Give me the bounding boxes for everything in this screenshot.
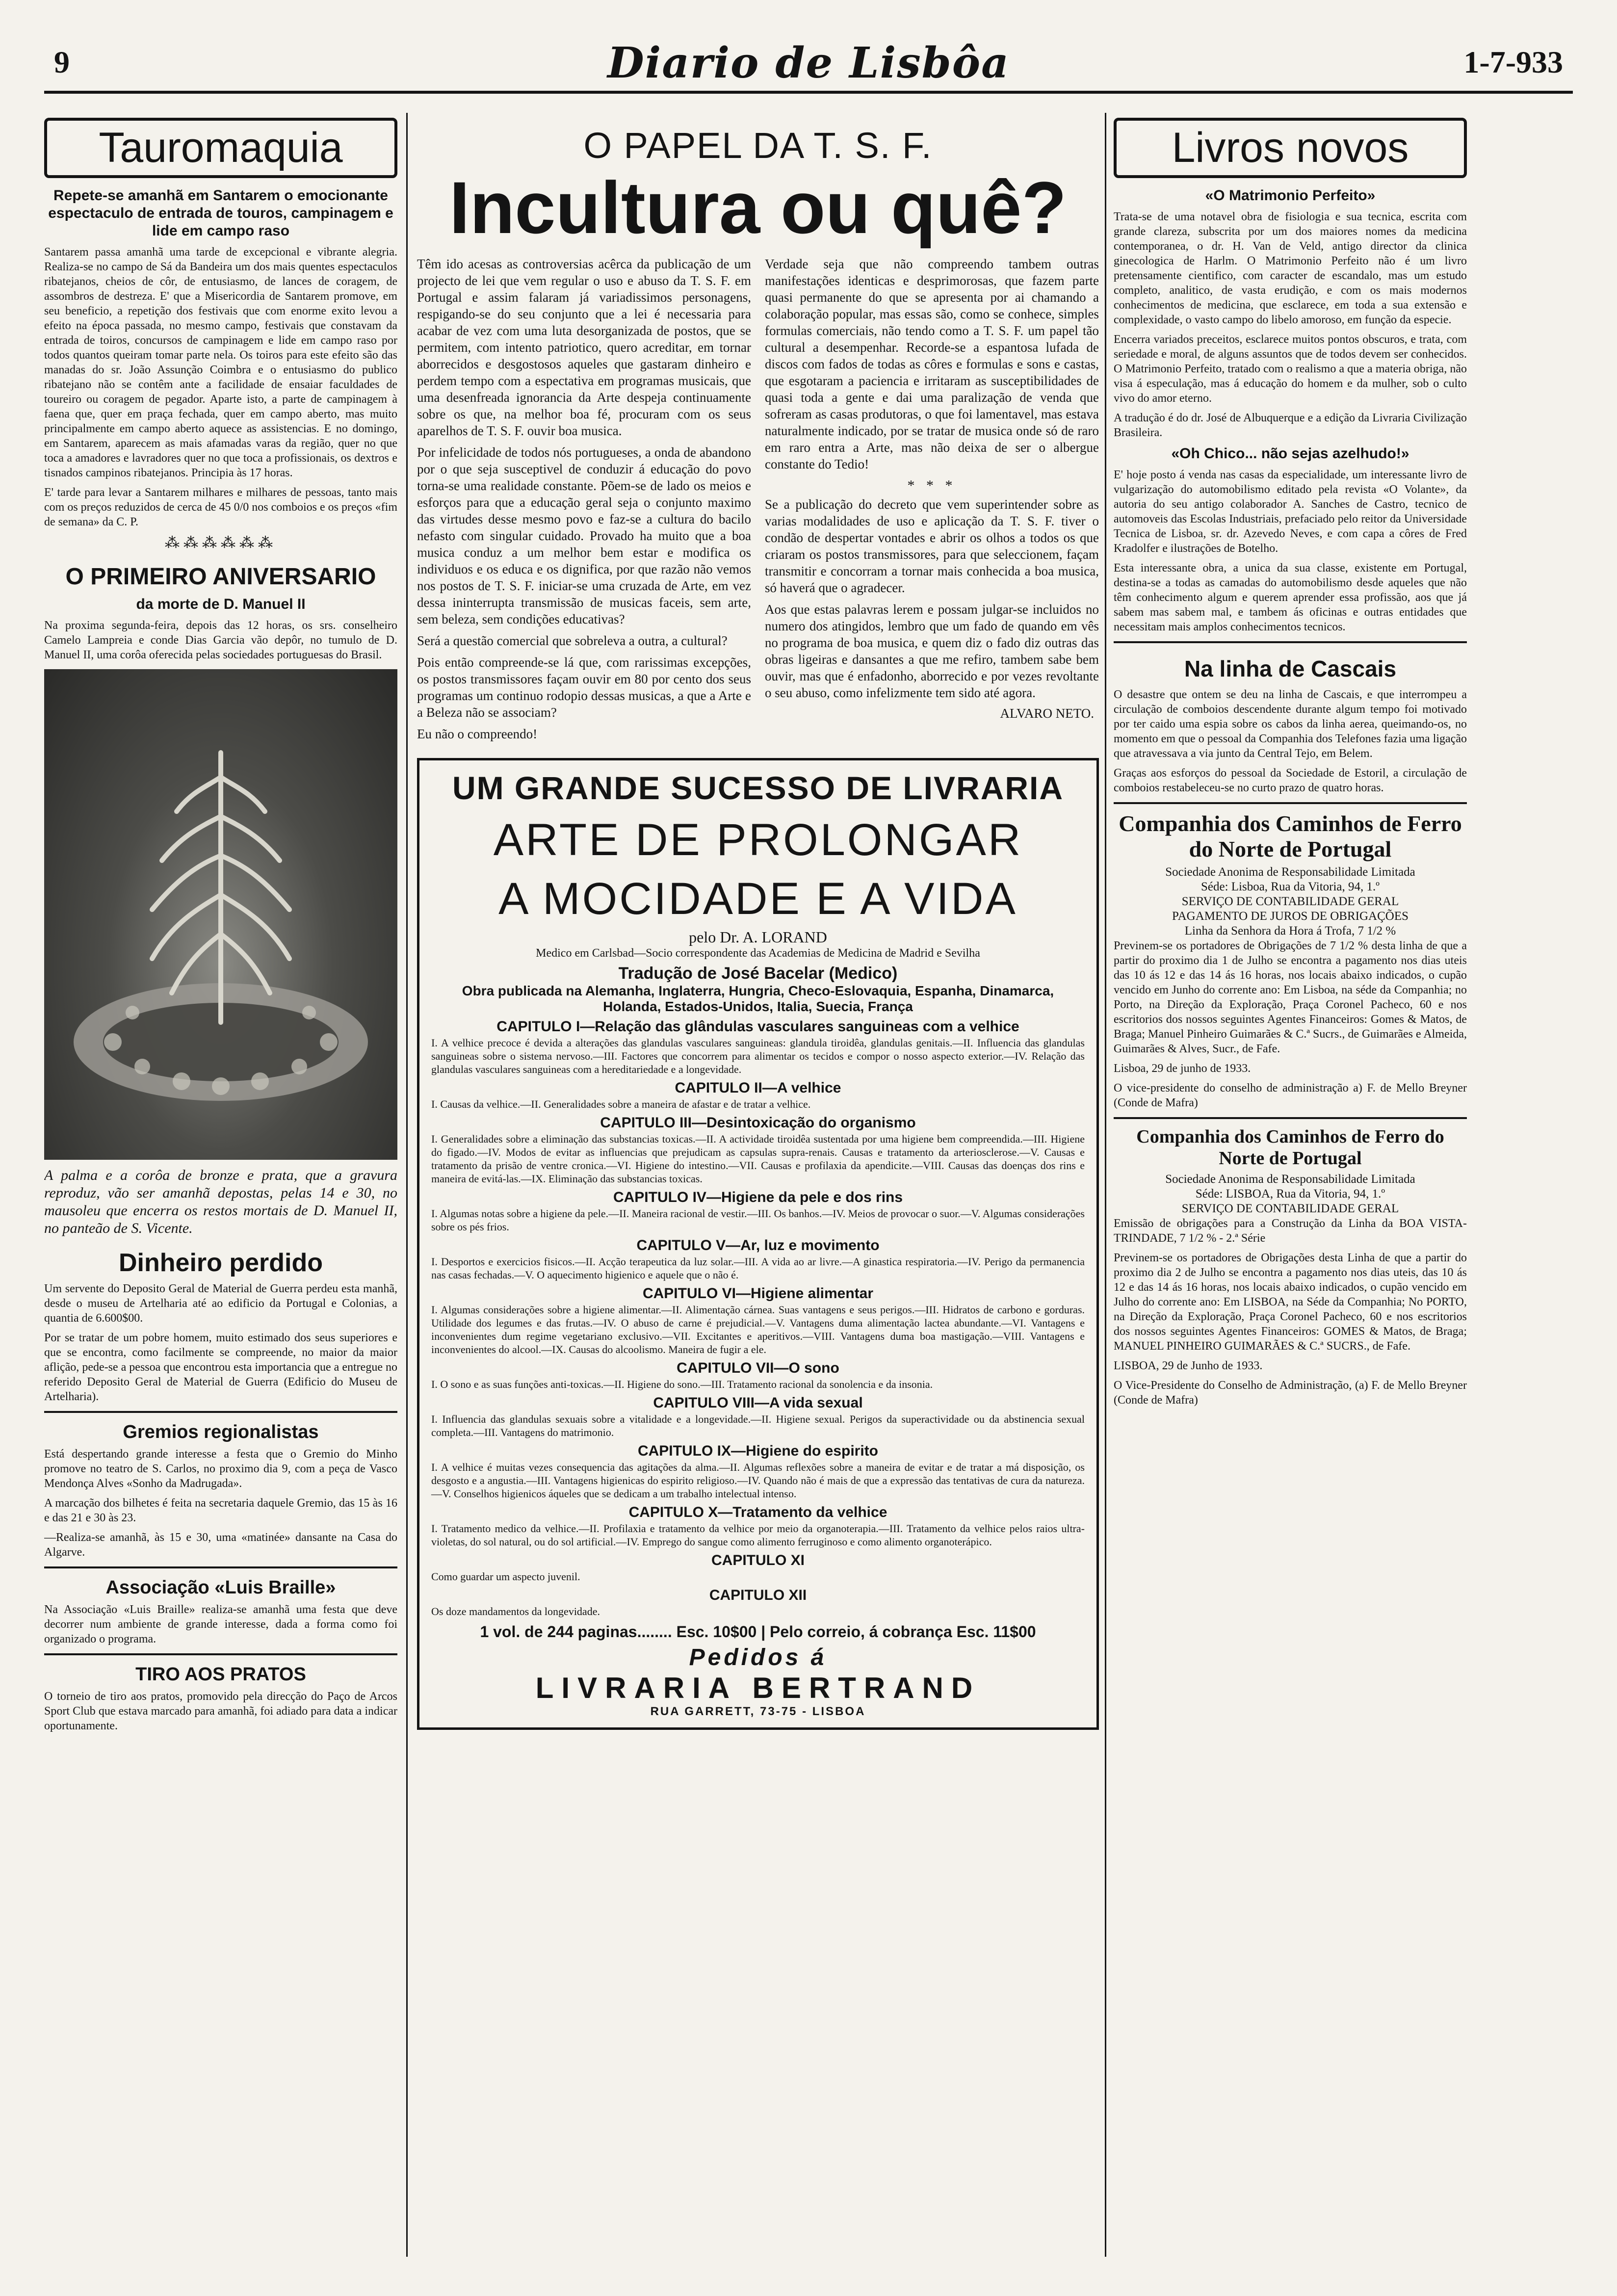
ad-chapter-text: Como guardar um aspecto juvenil.: [431, 1570, 580, 1583]
masthead: [44, 34, 1573, 88]
ad-book-title: ARTE DE PROLONGAR: [493, 815, 1023, 865]
article-kicker: O PAPEL DA T. S. F.: [583, 125, 933, 166]
railway-notice-line: SERVIÇO DE CONTABILIDADE GERAL: [1181, 1202, 1399, 1215]
ad-author-note: Medico em Carlsbad—Socio correspondente das Academias de Medicina de Madrid e Sevilha: [536, 947, 980, 960]
ad-chapter-heading: CAPITULO XI: [711, 1552, 805, 1568]
cascais-heading: Na linha de Cascais: [1184, 656, 1397, 681]
ad-chapter-heading: CAPITULO I—Relação das glândulas vasculares sanguineas com a velhice: [496, 1018, 1019, 1035]
braille-heading: Associação «Luis Braille»: [105, 1577, 336, 1598]
livros-text: A tradução é do dr. José de Albuquerque e a edição da Livraria Civilização Brasileira.: [1114, 412, 1467, 439]
railway-notice-text: Previnem-se os portadores de Obrigações desta Linha de que a partir do proximo dia 2 de Julho se encontra a pagamento nos dias uteis, das 10 ás 12 e das 14 ás 16 horas, nos locais abaixo indicados, o cupão vencido em Julho do corrente ano: Em LISBOA, na Séde da Companhia; No PORTO, na Direção da Exploração, Praça Coronel Pacheco, 60 e nos escritorios dos nossos seguintes Agentes Financeiros: GOMES & Matos, de Braga; MANUEL PINHEIRO GUIMARÃES & C.ª SUCRS., de Fafe.: [1114, 1252, 1467, 1353]
article-headline: Incultura ou quê?: [449, 166, 1067, 249]
ad-chapter-text: I. Influencia das glandulas sexuais sobre a vitalidade e a longevidade.—II. Higiene sexual. Perigos da superactividade ou da abstinencia sexual completa.—III. Vantagens do matrimonio.: [431, 1413, 1085, 1438]
ad-chapter-heading: CAPITULO VII—O sono: [677, 1360, 839, 1376]
anniversary-subheading: da morte de D. Manuel II: [136, 596, 306, 612]
photo-caption: A palma e a corôa de bronze e prata, que a gravura reproduz, vão ser amanhã depostas, pelas 14 e 30, no mausoleu que encerra os restos mortais de D. Manuel II, no panteão de S. Vicente.: [44, 1167, 397, 1236]
railway-notice-line: Séde: LISBOA, Rua da Vitoria, 94, 1.º: [1195, 1187, 1385, 1200]
right-column: [1114, 113, 1467, 2257]
tauromaquia-text: E' tarde para levar a Santarem milhares e milhares de pessoas, tanto mais com os preços reduzidos de cerca de 45 0/0 nos comboios e os preços «fim de semana» da C. P.: [44, 486, 397, 528]
article-paragraph: Eu não o compreendo!: [417, 727, 538, 741]
cascais-text: Graças aos esforços do pessoal da Sociedade de Estoril, a circulação de comboios restabeleceu-se no curto prazo de quatro horas.: [1114, 767, 1467, 794]
ad-published-countries: Obra publicada na Alemanha, Inglaterra, Hungria, Checo-Eslovaquia, Espanha, Dinamarca, Holanda, Estados-Unidos, Italia, Suecia, França: [462, 983, 1054, 1014]
ad-chapter-text: I. Algumas notas sobre a higiene da pele.—II. Maneira racional de vestir.—III. Os banhos.—IV. Meios de provocar o suor.—V. Algumas considerações sobre os pés frios.: [431, 1207, 1085, 1233]
divider: [44, 1566, 397, 1568]
gremios-heading: Gremios regionalistas: [123, 1422, 319, 1442]
ad-chapter-text: I. O sono e as suas funções anti-toxicas.—II. Higiene do sono.—III. Tratamento racional da sonolencia e da insonia.: [431, 1378, 933, 1390]
livros-subheading: «O Matrimonio Perfeito»: [1205, 187, 1376, 204]
ad-bookstore-name: LIVRARIA BERTRAND: [535, 1671, 981, 1704]
ornament: ⁂⁂⁂⁂⁂⁂: [165, 535, 277, 551]
ad-chapter-heading: CAPITULO VI—Higiene alimentar: [642, 1285, 874, 1302]
article-column: [765, 256, 1099, 747]
gremios-text: —Realiza-se amanhã, às 15 e 30, uma «matinée» dansante na Casa do Algarve.: [44, 1531, 397, 1559]
section-stars: * * *: [907, 477, 957, 494]
railway-notice-line: PAGAMENTO DE JUROS DE OBRIGAÇÕES: [1172, 910, 1408, 923]
tauromaquia-subheading: Repete-se amanhã em Santarem o emocionante espectaculo de entrada de touros, campinagem e lide em campo raso: [48, 187, 393, 239]
article-column: [417, 256, 751, 747]
middle-column: [417, 113, 1099, 2257]
railway-notice-line: Sociedade Anonima de Responsabilidade Limitada: [1165, 1173, 1415, 1186]
masthead-rule: [44, 91, 1573, 94]
ad-chapter-heading: CAPITULO III—Desintoxicação do organismo: [600, 1115, 916, 1131]
railway-notice-date: LISBOA, 29 de Junho de 1933.: [1114, 1359, 1263, 1372]
paper-title: Diario de Lisbôa: [607, 38, 1010, 88]
ad-chapter-heading: CAPITULO IV—Higiene da pele e dos rins: [613, 1189, 903, 1205]
article-paragraph: Será a questão comercial que sobreleva a outra, a cultural?: [417, 633, 728, 648]
palm-crown-photo: [44, 669, 397, 1160]
article-paragraph: Pois então compreende-se lá que, com rarissimas excepções, os postos transmissores façam ouvir em 80 por cento dos seus programas um continuo rodopio dessas musicas, a que a Arte e a Beleza não se associam?: [417, 655, 751, 720]
article-body: [417, 256, 1099, 747]
divider: [1114, 802, 1467, 804]
left-column: [44, 113, 397, 2257]
railway-notice-title: Companhia dos Caminhos de Ferro do Norte de Portugal: [1136, 1126, 1444, 1169]
ad-price: 1 vol. de 244 paginas........ Esc. 10$00 | Pelo correio, á cobrança Esc. 11$00: [480, 1623, 1036, 1641]
railway-notice-text: Previnem-se os portadores de Obrigações de 7 1/2 % desta linha de que a partir do proximo dia 1 de Julho se encontra a pagamento nos dias uteis das 10 ás 12 e das 14 ás 16 horas, nos locais abaixo indicados, o cupão vencido em Junho do corrente ano: Em Lisboa, na séde da Companhia; no Porto, na Direção da Exploração, Praça Coronel Pacheco, 60 e nos escritorios dos nossos seguintes Agentes Financeiros: Gomes & Matos, de Braga; Manuel Pinheiro Guimarães & C.ª Sucrs., de Guimarães e Almeida, Guimarães & Alves, Sucr., de Fafe.: [1114, 939, 1467, 1055]
railway-notice-title: Companhia dos Caminhos de Ferro do Norte de Portugal: [1119, 811, 1462, 861]
article-signature: ALVARO NETO.: [1000, 706, 1094, 721]
article-paragraph: Por infelicidade de todos nós portugueses, a onda de abandono por o que seja susceptivel de conduzir á educação do povo torna-se uma realidade constante. Põem-se de lado os meios e esforços para que a educação geral seja o conjunto maximo das virtudes desse mesmo povo e faz-se a cultura do bacilo nefasto com singular cuidado. Provado ha muito que a boa musica conduz a um melhor bem estar e modifica os individuos e os educa e os dignifica, por que razão não vemos nos postos de T. S. F. iniciar-se uma cruzada de Arte, em vez dessa ininterrupta transmissão de musicas faceis, sem arte, sem beleza, sem condições educativas?: [417, 445, 751, 626]
livros-text: Trata-se de uma notavel obra de fisiologia e sua tecnica, escrita com grande clareza, subscrita por um dos maiores nomes da medicina contemporanea, o dr. H. Van de Veld, antigo director da clinica ginecologica de Harlm. O Matrimonio Perfeito não é um livro pretensamente cientifico, com caracter de escandalo, mas um estudo completo, analitico, de vasta erudição, e com os mais modernos conhecimentos de medicina, que esclarece, em toda a sua extensão e complexidade, o vasto campo do libelo amoroso, em função da especie.: [1114, 210, 1467, 326]
article-paragraph: Têm ido acesas as controversias acêrca da publicação de um projecto de lei que vem regular o uso e abuso da T. S. F. em Portugal e assim falaram já variadissimos personagens, respigando-se do seu conjunto que a lei é necessaria para acabar de vez com uma luta desorganizada de postos, que se permitem, com intento patriotico, quero acreditar, em tornar aborrecidos e desgostosos aqueles que gastaram dinheiro e perdem tempo com a espectativa em programas musicais, que uma desenfreada ignorancia da Arte despeja continuamente sobre os que, na melhor boa fé, procuram com os seus aparelhos de T. S. F. ouvir boa musica.: [417, 257, 751, 438]
railway-notice-line: SERVIÇO DE CONTABILIDADE GERAL: [1181, 895, 1399, 908]
ad-chapter-heading: CAPITULO VIII—A vida sexual: [653, 1395, 863, 1411]
ad-chapter-text: I. Desportos e exercicios fisicos.—II. Acção terapeutica da luz solar.—III. A vida ao ar livre.—A ginastica respiratoria.—IV. Perigo da permanencia nas casas fechadas.—V. O aquecimento higienico e aquele que o não é.: [431, 1255, 1085, 1281]
ad-address: RUA GARRETT, 73-75 - LISBOA: [650, 1705, 866, 1718]
tiro-text: O torneio de tiro aos pratos, promovido pela direcção do Paço de Arcos Sport Club que estava marcado para amanhã, foi adiado para data a indicar oportunamente.: [44, 1690, 397, 1732]
issue-date: 1-7-933: [1463, 45, 1563, 79]
braille-text: Na Associação «Luis Braille» realiza-se amanhã uma festa que deve decorrer num ambiente de grande interesse, dada a forma como foi organizado o programa.: [44, 1603, 397, 1645]
ad-author: pelo Dr. A. LORAND: [689, 928, 827, 946]
ad-translation: Tradução de José Bacelar (Medico): [618, 964, 898, 983]
page-number: 9: [54, 45, 70, 79]
divider: [44, 1411, 397, 1413]
gremios-text: Está despertando grande interesse a festa que o Gremio do Minho promove no teatro de S. Carlos, no proximo dia 9, com a peça de Vasco Mendonça Alves «Sonho da Madrugada».: [44, 1448, 397, 1490]
railway-notice-text: Emissão de obrigações para a Construção da Linha da BOA VISTA-TRINDADE, 7 1/2 % - 2.ª Série: [1114, 1217, 1467, 1245]
gremios-text: A marcação dos bilhetes é feita na secretaria daquele Gremio, das 15 às 16 e das 21 e 30 às 23.: [44, 1497, 397, 1524]
tiro-heading: TIRO AOS PRATOS: [135, 1664, 306, 1685]
column-divider: [406, 113, 408, 2257]
ad-chapter-heading: CAPITULO IX—Higiene do espirito: [637, 1443, 879, 1459]
railway-notice-line: Sociedade Anonima de Responsabilidade Limitada: [1165, 865, 1415, 879]
ad-order-line: Pedidos á: [689, 1644, 827, 1670]
tauromaquia-text: Santarem passa amanhã uma tarde de excepcional e vibrante alegria. Realiza-se no campo de Sá da Bandeira um dos mais quentes espectaculos ribatejanos, cheios de côr, de entusiasmo, de lances de coragem, de assombros de destreza. E' que a Misericordia de Santarem promove, em seu beneficio, a repetição dos festivais que com enorme exito levou a efeito na época passada, no mesmo campo, festivais que constavam da entrada de toiros, concursos de campinagem e lide em campo raso por todos quantos queiram tomar parte nela. Os toiros para este efeito são das manadas do sr. João Assunção Coimbra e o entusiasmo do publico ribatejano não se contêm ante a facilidade de ensaiar faculdades de toureiro ou coragem de pegador. Aparte isto, a parte de campinagem à faena que, quer em praça fechada, quer em campo aberto, mas muito principalmente em campo aberto aquece as assistencias. E no domingo, em Santarem, aparecem as mais afamadas varas da região, quer no que toca a amadores e lavradores quer no que toca a profissionais, os dextros e tisnados campinos ribatejanos. Principia às 17 horas.: [44, 246, 397, 479]
ad-chapter-text: I. Causas da velhice.—II. Generalidades sobre a maneira de afastar e de tratar a velhice.: [431, 1098, 811, 1110]
livros-text: E' hoje posto á venda nas casas da especialidade, um interessante livro de vulgarização do automobilismo editado pela revista «O Volante», da autoria do seu antigo colaborador A. Sanches de Castro, tecnico de automoveis das Escolas Industriais, prefaciado pelo reitor da Universidade Tecnica de Lisboa, sr. dr. Azevedo Neves, e com capa a côres de Fred Kradolfer e ilustrações de Botelho.: [1114, 469, 1467, 555]
bookstore-advertisement: [417, 758, 1099, 1730]
ad-chapter-text: I. Algumas considerações sobre a higiene alimentar.—II. Alimentação cárnea. Suas vantagens e seus perigos.—III. Hidratos de carbono e gorduras. Utilidade dos legumes e das frutas.—IV. O abuso de carne é prejudicial.—V. Vantagens duma alimentação lactea abundante.—VI. Vantagens e inconvenientes dum regime vegetariano exclusivo.—VII. Excitantes e aperitivos.—VIII. Vantagens duma boa mastigação.—VIII. Vantagens e inconvenientes do alcool.—IX. Causas do alcoolismo. Maneira de fugir a ele.: [431, 1304, 1085, 1356]
ad-chapter-text: I. A velhice é muitas vezes consequencia das agitações da alma.—II. Algumas reflexões sobre a maneira de evitar e de tratar a má disposição, os desgosto e a angustia.—III. Vantagens higienicas do espirito religioso.—IV. Quando não é mais de que a expressão das tentativas de cura da natureza.—V. Conselhos higienicos áqueles que se dedicam a um trabalho intelectual intenso.: [431, 1461, 1085, 1500]
ad-chapter-text: I. Generalidades sobre a eliminação das substancias toxicas.—II. A actividade tiroidêa sustentada por uma higiene bem compreendida.—III. Higiene do figado.—IV. Modos de evitar as influencias que prejudicam as capsulas supra-renais. Causas e tratamento da arteriosclerose.—V. Causas e tratamento da prisão de ventre cronica.—VI. Higiene do intestino.—VII. Causas e profilaxia da apendicite.—VIII. Causas das doenças dos rins e maneira de evitá-las.—IX. Eliminação das substancias toxicas.: [431, 1133, 1085, 1185]
cascais-text: O desastre que ontem se deu na linha de Cascais, e que interrompeu a circulação de comboios descendente durante algum tempo foi motivado por ter caido uma espia sobre os cabos da linha aerea, queimando-os, no momento em que o pessoal da Companhia dos Telefones fazia uma ligação que atravessava a via junto da Central Tejo, em Belem.: [1114, 688, 1467, 760]
article-paragraph: Se a publicação do decreto que vem superintender sobre as varias modalidades de uso e aplicação da T. S. F. tiver o condão de despertar vontades e abrir os olhos a todos os que criaram os postos transmissores, para que seleccionem, façam transmitir e concorram a tornar mais conhecida a boa musica, só haverá que o agradecer.: [765, 497, 1099, 595]
livros-text: Esta interessante obra, a unica da sua classe, existente em Portugal, destina-se a todas as camadas do automobilismo desde aqueles que não têm conhecimento algum e querem aprender essa profissão, aos que já sabem mas sabem mal, e tambem ás oficinas e outras entidades que necessitam mais amplos conhecimentos tecnicos.: [1114, 562, 1467, 633]
ad-chapter-heading: CAPITULO II—A velhice: [675, 1080, 841, 1096]
livros-text: Encerra variados preceitos, esclarece muitos pontos obscuros, e trata, com seriedade e moral, de alguns assuntos que de todos devem ser conhecidos. O Matrimonio Perfeito, tratado com o realismo a que a materia obriga, não visa á especulação, mas á educação do homem e da mulher, sob o culto vivo do amor eterno.: [1114, 333, 1467, 405]
railway-notice-line: Linha da Senhora da Hora á Trofa, 7 1/2 %: [1184, 924, 1396, 938]
article-paragraph: Verdade seja que não compreendo tambem outras manifestações identicas e desprimorosas, que fazem parte quasi permanente do que se apresenta por ai chamando a colaboração popular, mas essas são, como se conhece, simples formulas comerciais, não tendo como a T. S. F. um papel tão cultural a desempenhar. Recorde-se a espantosa lufada de discos com fados de todas as côres e formulas e sons e castas, que esgotaram a paciencia e irritaram as susceptibilidades de quasi toda a gente e dai uma paralização de venda que sofreram as casas produtoras, o que foi lamentavel, mas estava naturalmente indicado, por se tratar de musica onde só de raro em raro entra a Arte, mas não deixa de ser o albergue constante do Tedio!: [765, 257, 1099, 471]
ad-top-line: UM GRANDE SUCESSO DE LIVRARIA: [452, 770, 1064, 806]
railway-notice-date: Lisboa, 29 de junho de 1933.: [1114, 1062, 1251, 1075]
livros-subheading: «Oh Chico... não sejas azelhudo!»: [1171, 445, 1409, 462]
ad-chapter-heading: CAPITULO V—Ar, luz e movimento: [636, 1237, 880, 1253]
anniversary-heading: O PRIMEIRO ANIVERSARIO: [65, 564, 376, 590]
railway-notice-line: Séde: Lisboa, Rua da Vitoria, 94, 1.º: [1200, 880, 1380, 893]
divider: [1114, 641, 1467, 643]
livros-heading: Livros novos: [1114, 118, 1467, 178]
railway-notice-signature: O Vice-Presidente do Conselho de Administração, (a) F. de Mello Breyner (Conde de Mafra): [1114, 1379, 1467, 1407]
ad-chapter-text: I. A velhice precoce é devida a alterações das glandulas vasculares sanguineas: glandula tiroidêa, glandulas genitais.—II. Influencia das glandulas sanguineas sobre o sistema nervoso.—III. Factores que concorrem para alimentar os tecidos e compor o nosso aspecto exterior.—IV. Relação das glandulas vasculares sanguineas com a hereditariedade e a longevidade.: [431, 1037, 1085, 1075]
tauromaquia-heading: Tauromaquia: [44, 118, 397, 178]
ad-chapter-heading: CAPITULO X—Tratamento da velhice: [628, 1504, 887, 1520]
dinheiro-text: Um servente do Deposito Geral de Material de Guerra perdeu esta manhã, desde o museu de Artelharia até ao edificio da Portugal e Colonias, a quantia de 6.600$00.: [44, 1282, 397, 1325]
article-paragraph: Aos que estas palavras lerem e possam julgar-se incluidos no numero dos atingidos, lembro que um fado de quando em vês no programa de boa musica, e quem diz o fado diz outras das obras ligeiras e dansantes a que me refiro, tambem sabe bem ouvir, mas que é enfadonho, aborrecido e por vezes revoltante o seu abuso, como infelizmente tem sido até agora.: [765, 602, 1099, 700]
ad-chapter-text: I. Tratamento medico da velhice.—II. Profilaxia e tratamento da velhice por meio da organoterapia.—III. Tratamento da velhice pelos raios ultra-violetas, do sol natural, ou do sol artificial.—IV. Emprego do sangue como alimento ferruginoso e como alimento organoterápico.: [431, 1522, 1085, 1548]
railway-notice-signature: O vice-presidente do conselho de administração a) F. de Mello Breyner (Conde de Mafra): [1114, 1082, 1467, 1109]
dinheiro-text: Por se tratar de um pobre homem, muito estimado dos seus superiores e que se encontra, como facilmente se compreende, no maior da maior aflição, pede-se a pessoa que encontrou esta importancia que a entregue no referido Deposito Geral de Material de Guerra (Edificio do Museu de Artelharia).: [44, 1331, 397, 1403]
ad-chapter-heading: CAPITULO XII: [709, 1587, 807, 1603]
divider: [44, 1653, 397, 1655]
divider: [1114, 1117, 1467, 1119]
ad-chapter-text: Os doze mandamentos da longevidade.: [431, 1605, 600, 1618]
ad-book-title: A MOCIDADE E A VIDA: [498, 874, 1017, 924]
ad-chapter-list: [431, 1018, 1085, 1618]
column-divider: [1105, 113, 1106, 2257]
anniversary-text: Na proxima segunda-feira, depois das 12 horas, os srs. conselheiro Camelo Lampreia e conde Dias Garcia vão depôr, no tumulo de D. Manuel II, uma corôa oferecida pelas sociedades portuguesas do Brasil.: [44, 619, 397, 661]
palm-crown-image: [44, 669, 397, 1160]
dinheiro-heading: Dinheiro perdido: [119, 1249, 323, 1277]
